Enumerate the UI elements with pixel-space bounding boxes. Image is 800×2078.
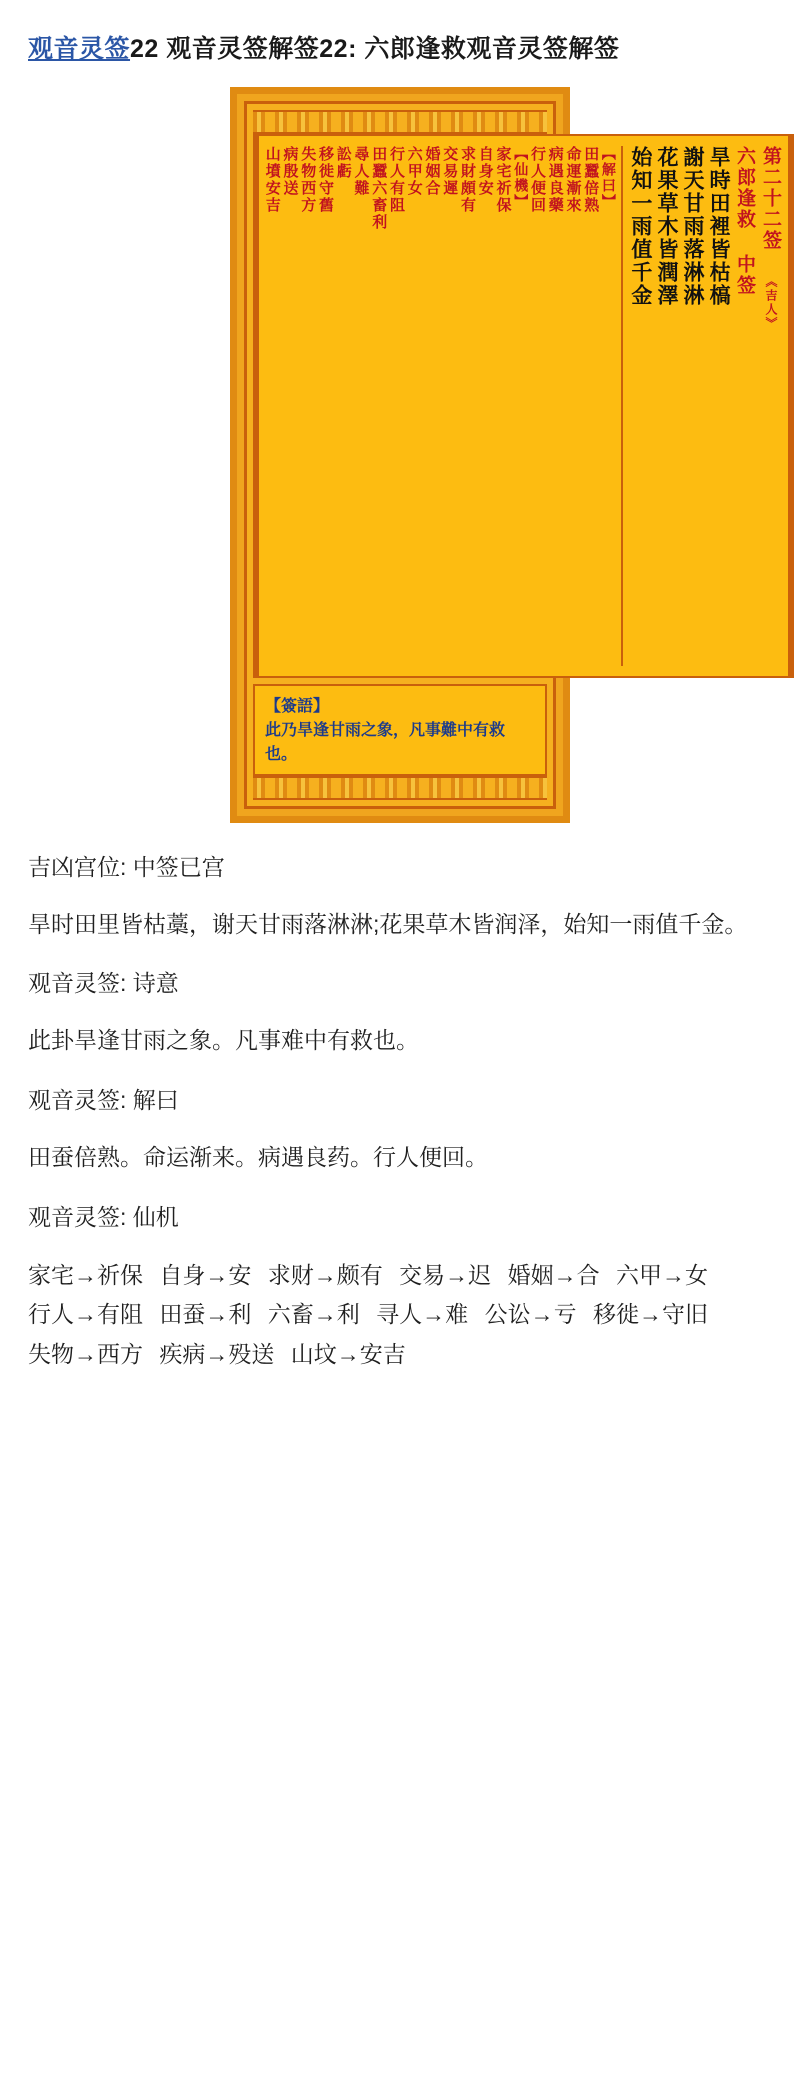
talisman-subject: 六郎逢救 [734,145,756,230]
talisman-card [230,87,782,823]
xianji-label: 观音灵签: 仙机 [28,1203,179,1230]
xianji-pair: 行人→有阻 [28,1301,143,1328]
red-note-12: 尋人難 [352,145,371,197]
red-note-13: 訟虧 [334,145,353,180]
xianji-pair: 寻人→难 [376,1301,469,1328]
palace-label: 吉凶宫位: 中签已宫 [28,853,225,880]
poem-column-3: 謝天甘雨落淋淋 [681,145,706,307]
red-note-2: 病遇良藥 [546,145,565,214]
red-note-10: 行人有阻 [388,145,406,214]
red-note-17: 山墳安吉 [263,145,282,214]
red-note-7: 交易遲 [441,145,460,197]
xianji-pair: 六甲→女 [615,1261,708,1288]
red-note-3: 行人便回 [528,145,547,214]
talisman-grade: 中签 [734,253,756,296]
poem-column-1: 旱時田裡皆枯槁 [707,145,732,307]
talisman-frame [244,101,782,809]
verse-area [257,134,790,678]
page-title-rest: 22 观音灵签解签22: 六郎逢救观音灵签解签 [130,35,620,63]
tag-xianji: 【仙機】 [512,145,529,210]
xianji-pair: 婚姻→合 [507,1261,600,1288]
xianji-pair: 移徙→守旧 [592,1301,708,1328]
xianji-pair: 公讼→亏 [484,1301,577,1328]
talisman-image [28,87,782,823]
xianji-pair: 田蚕→利 [159,1301,252,1328]
jieyue-label: 观音灵签: 解曰 [28,1087,179,1114]
jieyue-text: 田蚕倍熟。命运渐来。病遇良药。行人便回。 [28,1144,488,1171]
poem-plain-text: 旱时田里皆枯藁，谢天甘雨落淋淋;花果草木皆润泽，始知一雨值千金。 [28,910,748,937]
red-note-0: 田蠶倍熟 [582,145,601,214]
red-note-1: 命運漸來 [564,145,583,214]
talisman-note-label: 【簽語】 [265,695,330,715]
talisman-number-column [758,146,784,666]
tag-jieyue: 【解曰】 [599,145,616,210]
red-note-11: 田蠶六畜利 [370,145,389,231]
xianji-pair: 交易→迟 [399,1261,492,1288]
red-note-8: 婚姻合 [423,145,442,197]
xianji-pair: 疾病→殁送 [159,1340,275,1367]
red-note-14: 移徙守舊 [317,145,335,214]
ornament-band-bottom [253,776,547,800]
xianji-pair: 失物→西方 [28,1340,143,1367]
red-note-15: 失物西方 [299,145,318,214]
page-title-link[interactable]: 观音灵签 [28,35,131,63]
talisman-number-small: 《吉人》 [763,274,778,331]
poem-column-2: 花果草木皆潤澤 [654,145,679,307]
column-divider [621,146,623,666]
red-note-5: 自身安 [476,145,495,197]
xianji-pair: 自身→安 [159,1261,252,1288]
shiyi-label: 观音灵签: 诗意 [28,970,179,997]
page-title [28,30,772,69]
xianji-pair: 六畜→利 [267,1301,360,1328]
xianji-pair: 求财→颇有 [267,1261,383,1288]
talisman-note [253,684,547,776]
red-note-9: 六甲女 [405,145,424,197]
xianji-pair: 山坟→安吉 [290,1340,406,1367]
ornament-band-top [253,110,547,134]
talisman-body [253,134,782,678]
red-note-6: 求財頗有 [459,145,477,214]
poem-column-4: 始知一雨值千金 [628,145,653,307]
talisman-note-text: 此乃旱逢甘雨之象，凡事難中有救也。 [265,719,506,763]
xianji-pair: 家宅→祈保 [28,1261,143,1288]
talisman-number: 第二十二签 [759,145,782,251]
ornament-band-right [790,134,794,678]
shiyi-text: 此卦旱逢甘雨之象。凡事难中有救也。 [28,1027,419,1054]
red-note-4: 家宅祈保 [494,145,513,214]
red-note-16: 病殷送 [281,145,300,197]
xianji-pair-list [28,1256,772,1375]
talisman-subject-column [732,146,758,666]
